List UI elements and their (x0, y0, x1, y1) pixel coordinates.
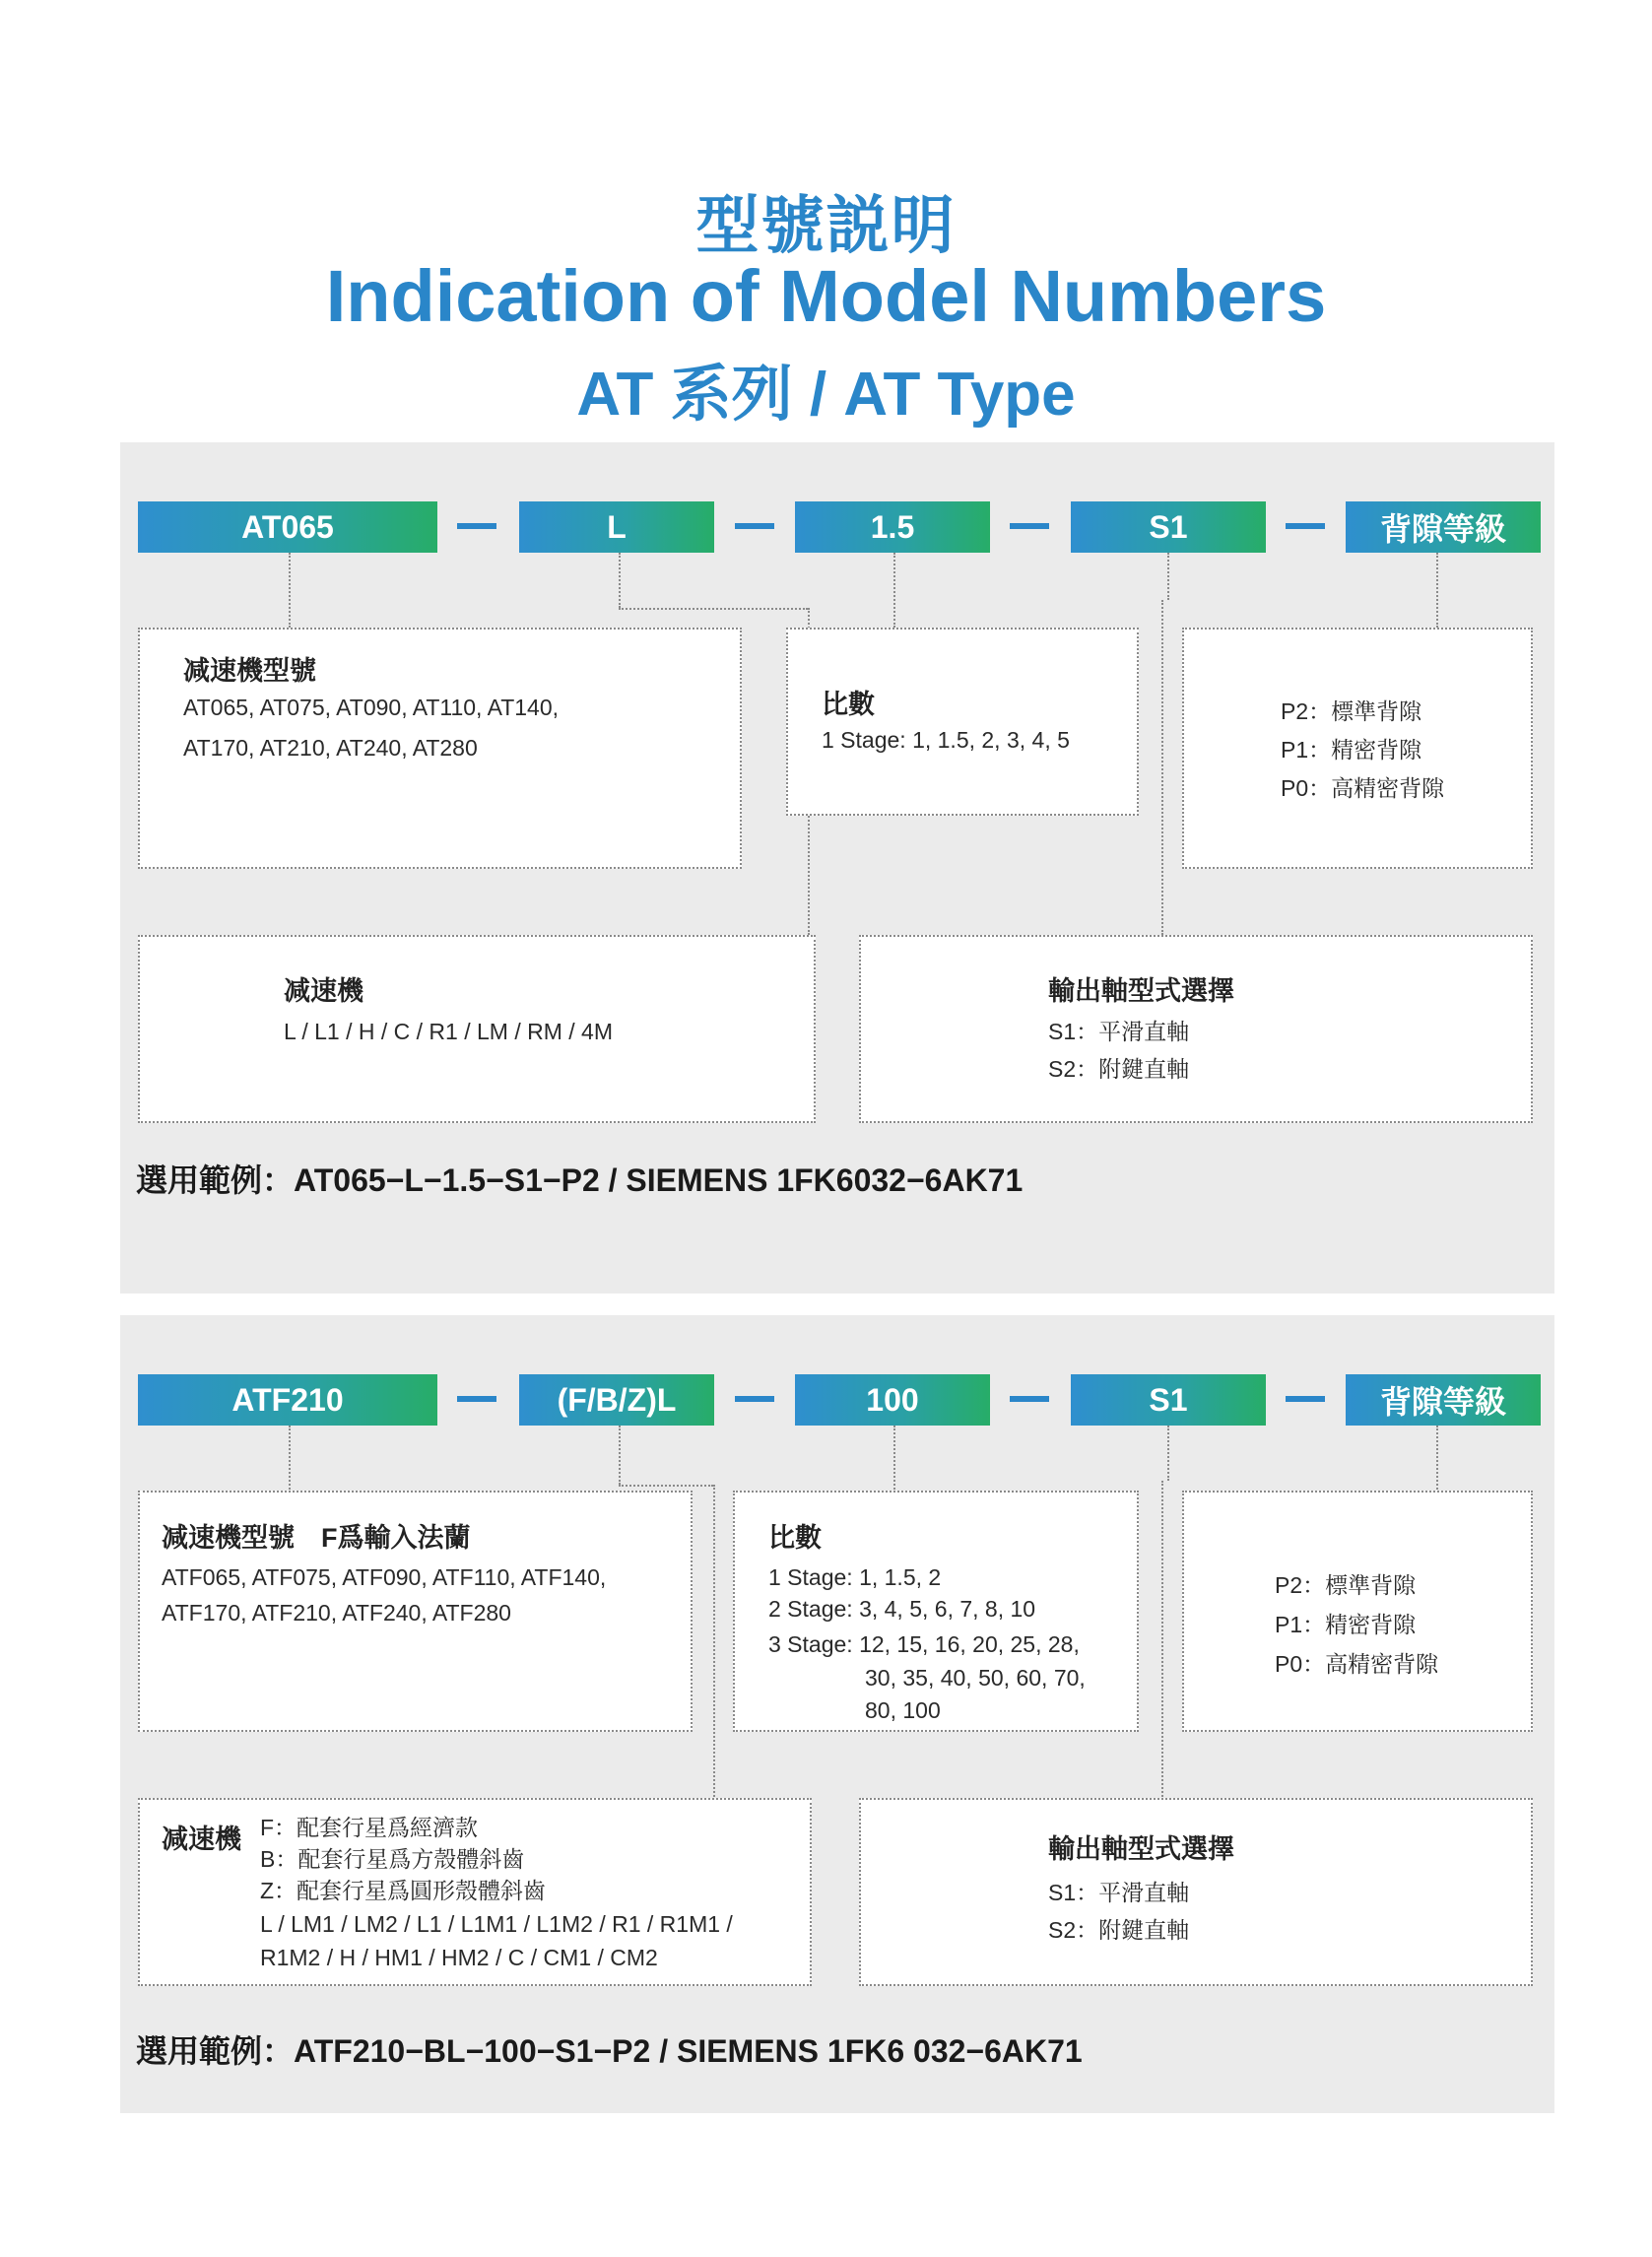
at-backlash-line: P0：高精密背隙 (1281, 775, 1445, 801)
at-shaft-title: 輸出軸型式選擇 (1048, 976, 1234, 1006)
atf-shaft-code-box: S1 (1071, 1374, 1266, 1426)
atf-shaft-line: S1：平滑直軸 (1048, 1880, 1190, 1905)
connector-line (619, 1485, 713, 1487)
separator-dash (1010, 523, 1049, 529)
separator-dash (1286, 523, 1325, 529)
at-model-line: AT065, AT075, AT090, AT110, AT140, (183, 695, 560, 720)
atf-backlash-code-box: 背隙等級 (1346, 1374, 1541, 1426)
at-model-title: 减速機型號 (183, 656, 316, 686)
at-selection-example: 選用範例：AT065−L−1.5−S1−P2 / SIEMENS 1FK6032−6AK71 (136, 1162, 1024, 1198)
at-shaft-line: S2：附鍵直軸 (1048, 1056, 1190, 1082)
separator-dash (1286, 1396, 1325, 1402)
connector-line (619, 553, 621, 608)
connector-line (1161, 600, 1163, 935)
at-shaft-line: S1：平滑直軸 (1048, 1019, 1190, 1044)
connector-line (619, 1426, 621, 1485)
separator-dash (735, 1396, 774, 1402)
at-model-box (138, 628, 742, 869)
atf-backlash-line: P1：精密背隙 (1275, 1612, 1417, 1637)
atf-reducer-line: R1M2 / H / HM1 / HM2 / C / CM1 / CM2 (260, 1945, 658, 1970)
atf-ratio-line: 30, 35, 40, 50, 60, 70, (865, 1665, 1086, 1691)
atf-ratio-line: 80, 100 (865, 1697, 941, 1723)
page-title-english: Indication of Model Numbers (325, 255, 1327, 337)
separator-dash (457, 523, 496, 529)
atf-reducer-title: 减速機 (162, 1825, 241, 1854)
at-model-code-box: AT065 (138, 501, 437, 553)
atf-reducer-line: F：配套行星爲經濟款 (260, 1815, 479, 1840)
connector-line (1436, 1426, 1438, 1500)
atf-selection-example: 選用範例：ATF210−BL−100−S1−P2 / SIEMENS 1FK6 032−6AK71 (136, 2033, 1083, 2069)
atf-reducer-line: Z：配套行星爲圓形殼體斜齒 (260, 1878, 547, 1903)
connector-line (1436, 553, 1438, 628)
page-title-chinese: 型號説明 (695, 190, 957, 261)
connector-line (619, 608, 808, 610)
at-backlash-line: P1：精密背隙 (1281, 737, 1422, 763)
atf-model-title: 减速機型號 F爲輸入法蘭 (162, 1523, 471, 1553)
at-ratio-title: 比數 (822, 690, 875, 719)
connector-line (893, 553, 895, 628)
at-model-line: AT170, AT210, AT240, AT280 (183, 735, 478, 761)
atf-shaft-line: S2：附鍵直軸 (1048, 1917, 1190, 1943)
at-model-panel (120, 442, 1554, 1294)
atf-ratio-line: 3 Stage: 12, 15, 16, 20, 25, 28, (768, 1631, 1080, 1657)
atf-ratio-code-box: 100 (795, 1374, 990, 1426)
at-shaft-code-box: S1 (1071, 501, 1266, 553)
at-ratio-code-box: 1.5 (795, 501, 990, 553)
at-reducer-title: 减速機 (284, 976, 363, 1006)
atf-model-panel (120, 1315, 1554, 2113)
connector-line (1167, 1426, 1169, 1481)
atf-model-line: ATF065, ATF075, ATF090, ATF110, ATF140, (162, 1564, 607, 1590)
atf-backlash-box (1182, 1491, 1533, 1732)
atf-backlash-line: P2：標準背隙 (1275, 1572, 1417, 1598)
atf-reducer-code-box: (F/B/Z)L (519, 1374, 714, 1426)
atf-backlash-line: P0：高精密背隙 (1275, 1651, 1439, 1677)
atf-reducer-line: B：配套行星爲方殼體斜齒 (260, 1846, 525, 1872)
atf-shaft-title: 輸出軸型式選擇 (1048, 1834, 1234, 1864)
atf-ratio-box (733, 1491, 1139, 1732)
at-backlash-box (1182, 628, 1533, 869)
separator-dash (457, 1396, 496, 1402)
atf-reducer-box (138, 1798, 812, 1986)
atf-ratio-title: 比數 (768, 1523, 822, 1553)
atf-ratio-line: 2 Stage: 3, 4, 5, 6, 7, 8, 10 (768, 1596, 1036, 1622)
connector-line (289, 553, 291, 628)
at-reducer-box (138, 935, 816, 1123)
atf-reducer-line: L / LM1 / LM2 / L1 / L1M1 / L1M2 / R1 / R1M1 / (260, 1911, 733, 1937)
separator-dash (735, 523, 774, 529)
series-subtitle: AT 系列 / AT Type (576, 361, 1076, 429)
at-shaft-box (859, 935, 1533, 1123)
connector-line (1167, 553, 1169, 600)
at-ratio-line: 1 Stage: 1, 1.5, 2, 3, 4, 5 (822, 727, 1070, 753)
atf-model-code-box: ATF210 (138, 1374, 437, 1426)
atf-ratio-line: 1 Stage: 1, 1.5, 2 (768, 1564, 942, 1590)
atf-shaft-box (859, 1798, 1533, 1986)
at-backlash-line: P2：標準背隙 (1281, 698, 1422, 724)
atf-model-box (138, 1491, 693, 1732)
separator-dash (1010, 1396, 1049, 1402)
at-backlash-code-box: 背隙等級 (1346, 501, 1541, 553)
at-ratio-box (786, 628, 1139, 816)
at-reducer-line: L / L1 / H / C / R1 / LM / RM / 4M (284, 1019, 614, 1044)
connector-line (893, 1426, 895, 1500)
connector-line (289, 1426, 291, 1500)
atf-model-line: ATF170, ATF210, ATF240, ATF280 (162, 1600, 511, 1626)
at-reducer-code-box: L (519, 501, 714, 553)
